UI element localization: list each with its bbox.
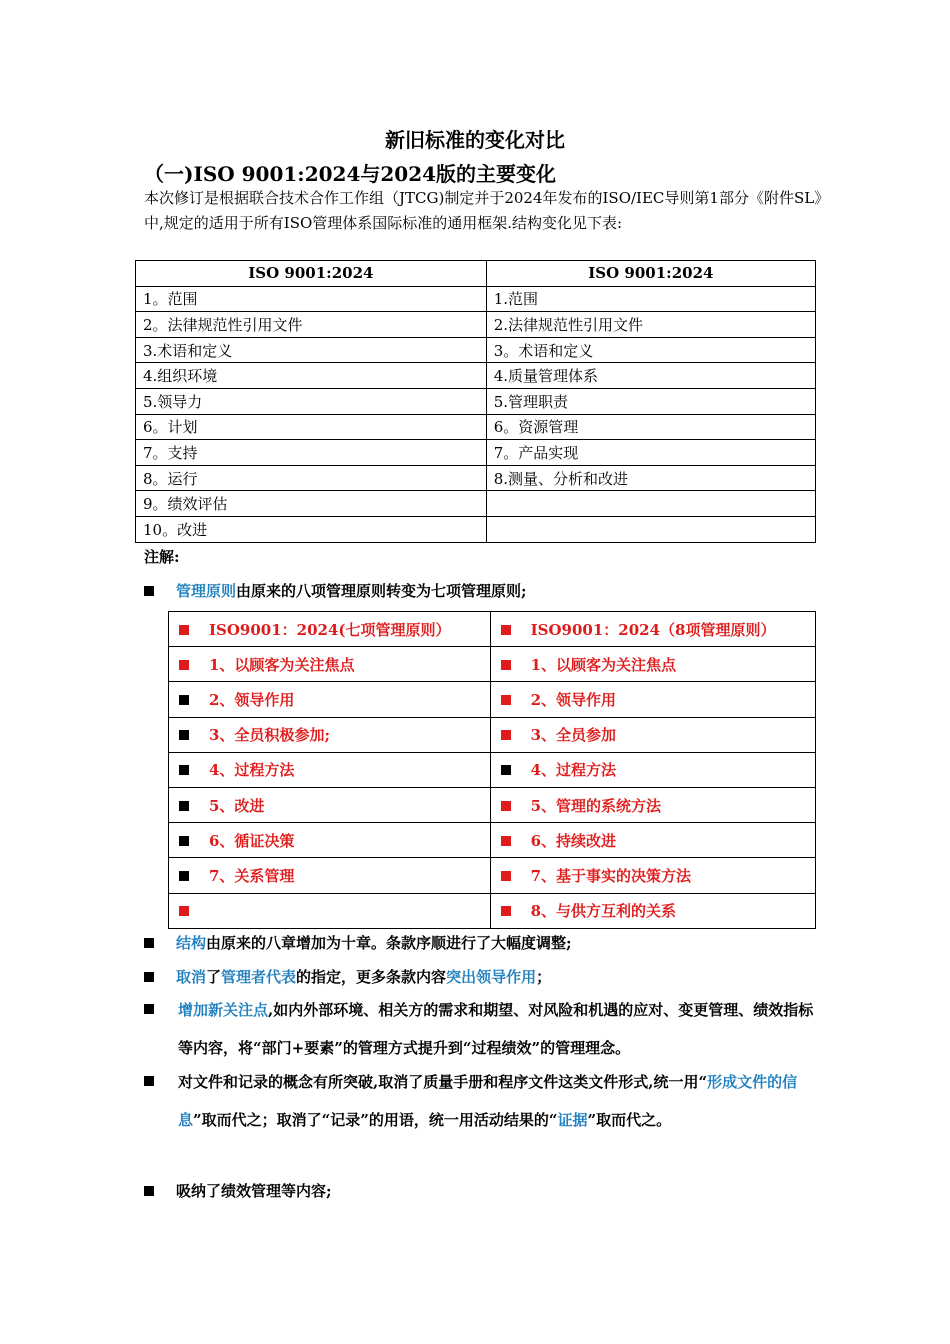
square-bullet-icon (501, 836, 511, 846)
table-cell (169, 682, 491, 717)
table-cell: 3。术语和定义 (486, 337, 815, 363)
table-row (136, 312, 816, 338)
table-row (136, 363, 816, 389)
bullet-documents (144, 1063, 824, 1177)
square-bullet-icon (179, 765, 189, 775)
table-cell: 1.范围 (486, 286, 815, 312)
cell-text: ISO9001：2024(七项管理原则） (209, 620, 451, 639)
bullet-management-rep (144, 966, 551, 987)
bullet-text: ； (536, 968, 552, 986)
table-cell: 2.法律规范性引用文件 (486, 312, 815, 338)
square-bullet-icon (501, 801, 511, 811)
square-bullet-icon (144, 972, 154, 982)
table-cell (169, 787, 491, 822)
table-cell (490, 893, 815, 928)
table-cell (169, 858, 491, 893)
highlight-text: 突出领导作用 (446, 968, 537, 986)
table-row (169, 858, 816, 893)
square-bullet-icon (179, 625, 189, 635)
bullet-new-focus (144, 991, 824, 1067)
highlight-text: 增加新关注点 (178, 1001, 269, 1019)
square-bullet-icon (501, 625, 511, 635)
table-cell (169, 823, 491, 858)
square-bullet-icon (144, 938, 154, 948)
square-bullet-icon (179, 660, 189, 670)
table-cell (490, 647, 815, 682)
intro-paragraph: 本次修订是根据联合技术合作工作组（JTCG)制定并于2024年发布的ISO/IEC导则第1部分《附件SL》中,规定的适用于所有ISO管理体系国际标准的通用框架.结构变化见下表: (144, 189, 822, 232)
table-cell (169, 647, 491, 682)
bullet-text: 由原来的八章增加为十章。条款序顺进行了大幅度调整; (206, 934, 572, 952)
bullet-text: 了 (206, 968, 222, 986)
cell-text: 7、基于事实的决策方法 (530, 866, 692, 885)
square-bullet-icon (179, 730, 189, 740)
table-row (169, 823, 816, 858)
table-row (169, 647, 816, 682)
table-cell (490, 752, 815, 787)
cell-text: 7、关系管理 (209, 866, 295, 885)
square-bullet-icon (144, 586, 154, 596)
table-cell (169, 893, 491, 928)
table-cell: 6。资源管理 (486, 414, 815, 440)
square-bullet-icon (501, 730, 511, 740)
table-row (169, 717, 816, 752)
table-cell (490, 717, 815, 752)
table-row (136, 388, 816, 414)
table-cell: 4.组织环境 (136, 363, 487, 389)
column-header: ISO 9001:2024 (136, 261, 487, 287)
cell-text: 6、循证决策 (209, 831, 295, 850)
square-bullet-icon (144, 1076, 154, 1086)
square-bullet-icon (501, 765, 511, 775)
highlight-text: 证据 (557, 1111, 588, 1129)
table-row (136, 286, 816, 312)
table-row (136, 337, 816, 363)
bullet-text: ”取而代之。 (587, 1111, 672, 1129)
bullet-text: 的指定，更多条款内容 (296, 968, 447, 986)
highlight-text: 形成文件的信息 (178, 1073, 798, 1129)
table-cell (490, 612, 815, 647)
principles-comparison-table (168, 611, 816, 929)
cell-text: 4、过程方法 (530, 761, 617, 780)
cell-text: 5、管理的系统方法 (530, 796, 662, 815)
table-header-row (136, 261, 816, 287)
cell-text: 2、领导作用 (530, 690, 617, 709)
table-cell: 4.质量管理体系 (486, 363, 815, 389)
paragraph-text (178, 991, 824, 1067)
table-row (169, 893, 816, 928)
table-header-row (169, 612, 816, 647)
square-bullet-icon (179, 836, 189, 846)
cell-text: 6、持续改进 (530, 831, 617, 850)
table-cell (486, 516, 815, 542)
table-cell: 1。范围 (136, 286, 487, 312)
square-bullet-icon (179, 906, 189, 916)
note-label: 注解: (144, 548, 180, 566)
table-cell (169, 612, 491, 647)
square-bullet-icon (144, 1004, 154, 1014)
table-row (136, 516, 816, 542)
table-cell: 8。运行 (136, 465, 487, 491)
table-cell: 6。计划 (136, 414, 487, 440)
table-cell: 7。产品实现 (486, 440, 815, 466)
table-cell: 3.术语和定义 (136, 337, 487, 363)
cell-text: 5、改进 (209, 796, 265, 815)
square-bullet-icon (179, 871, 189, 881)
table-row (136, 440, 816, 466)
table-cell: 9。绩效评估 (136, 491, 487, 517)
table-cell (169, 717, 491, 752)
table-cell: 7。支持 (136, 440, 487, 466)
table-row (169, 752, 816, 787)
bullet-text: ,如内外部环境、相关方的需求和期望、对风险和机遇的应对、变更管理、绩效指标等内容，将“部门+要素”的管理方式提升到“过程绩效”的管理理念。 (178, 1001, 814, 1057)
table-row (169, 682, 816, 717)
highlight-text: 结构 (176, 934, 207, 952)
cell-text: 1、以顾客为关注焦点 (530, 655, 677, 674)
table-cell: 10。改进 (136, 516, 487, 542)
bullet-text: 吸纳了绩效管理等内容; (176, 1182, 332, 1200)
section-heading: （一)ISO 9001:2024与2024版的主要变化 (144, 162, 557, 186)
square-bullet-icon (179, 801, 189, 811)
square-bullet-icon (144, 1186, 154, 1196)
table-cell: 5.领导力 (136, 388, 487, 414)
structure-comparison-table (135, 260, 816, 543)
page-title: 新旧标准的变化对比 (385, 128, 565, 152)
cell-text: 8、与供方互利的关系 (530, 902, 677, 921)
square-bullet-icon (501, 906, 511, 916)
table-cell (490, 787, 815, 822)
table-row (169, 787, 816, 822)
bullet-performance (144, 1180, 332, 1201)
square-bullet-icon (501, 871, 511, 881)
table-cell: 8.测量、分析和改进 (486, 465, 815, 491)
highlight-text: 管理原则 (176, 582, 237, 600)
table-cell (486, 491, 815, 517)
bullet-principles (144, 580, 527, 601)
cell-text: 3、全员积极参加; (209, 726, 330, 745)
square-bullet-icon (501, 695, 511, 705)
highlight-text: 管理者代表 (221, 968, 297, 986)
bullet-structure (144, 932, 572, 953)
bullet-text: 由原来的八项管理原则转变为七项管理原则; (236, 582, 527, 600)
table-row (136, 491, 816, 517)
table-cell: 2。法律规范性引用文件 (136, 312, 487, 338)
table-row (136, 465, 816, 491)
table-row (136, 414, 816, 440)
square-bullet-icon (501, 660, 511, 670)
table-cell (490, 823, 815, 858)
cell-text: 4、过程方法 (209, 761, 295, 780)
table-cell (169, 752, 491, 787)
cell-text: 1、以顾客为关注焦点 (209, 655, 355, 674)
table-cell (490, 682, 815, 717)
bullet-text: ”取而代之；取消了“记录”的用语，统一用活动结果的“ (193, 1111, 558, 1129)
table-cell (490, 858, 815, 893)
bullet-text: 对文件和记录的概念有所突破,取消了质量手册和程序文件这类文件形式,统一用“ (178, 1073, 708, 1091)
paragraph-text (178, 1063, 824, 1139)
cell-text: 3、全员参加 (530, 726, 617, 745)
cell-text: 2、领导作用 (209, 690, 295, 709)
cell-text: ISO9001：2024（8项管理原则） (530, 620, 776, 639)
square-bullet-icon (179, 695, 189, 705)
column-header: ISO 9001:2024 (486, 261, 815, 287)
highlight-text: 取消 (176, 968, 207, 986)
table-cell: 5.管理职责 (486, 388, 815, 414)
